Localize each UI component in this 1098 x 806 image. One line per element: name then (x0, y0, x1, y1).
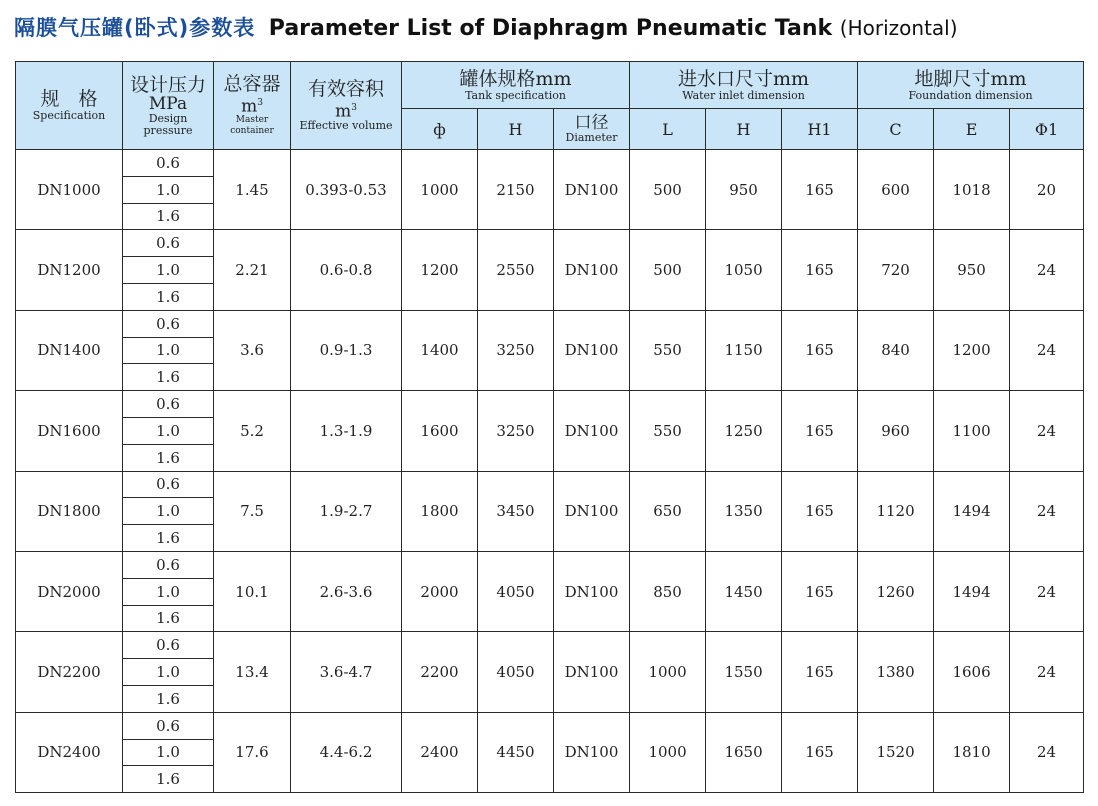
cell-l: 850 (630, 551, 706, 631)
cell-pressure: 0.6 (123, 551, 214, 578)
cell-spec: DN1200 (16, 230, 123, 310)
cell-h: 4050 (478, 551, 554, 631)
cell-phi: 2000 (402, 551, 478, 631)
cell-diameter: DN100 (554, 471, 630, 551)
header-total-container: 总容器 $m^3$ Master container (214, 62, 291, 150)
table-row (16, 632, 1084, 659)
cell-h1: 165 (782, 391, 858, 471)
cell-diameter: DN100 (554, 551, 630, 631)
cell-l: 500 (630, 230, 706, 310)
cell-pressure: 1.0 (123, 739, 214, 766)
cell-total: 13.4 (214, 632, 291, 712)
cell-h-inlet: 1650 (706, 712, 782, 792)
title-paren-close: ) (949, 16, 958, 40)
cell-pressure: 1.6 (123, 685, 214, 712)
header-tank-spec: 罐体规格mm Tank specification (402, 62, 630, 109)
cell-h-inlet: 1050 (706, 230, 782, 310)
page-title (14, 12, 958, 48)
cell-h1: 165 (782, 712, 858, 792)
cell-effective: 4.4-6.2 (291, 712, 402, 792)
cell-phi: 2200 (402, 632, 478, 712)
cell-spec: DN1400 (16, 310, 123, 390)
cell-pressure: 0.6 (123, 310, 214, 337)
cell-pressure: 0.6 (123, 712, 214, 739)
cell-e: 1100 (934, 391, 1010, 471)
header-water-inlet: 进水口尺寸mm Water inlet dimension (630, 62, 858, 109)
cell-c: 840 (858, 310, 934, 390)
cell-h: 3450 (478, 471, 554, 551)
cell-effective: 1.3-1.9 (291, 391, 402, 471)
table-row (16, 310, 1084, 337)
parameter-table (15, 61, 1084, 793)
cell-diameter: DN100 (554, 230, 630, 310)
cell-h1: 165 (782, 230, 858, 310)
cell-pressure: 0.6 (123, 230, 214, 257)
cell-phi1: 24 (1010, 551, 1084, 631)
cell-diameter: DN100 (554, 712, 630, 792)
cell-h-inlet: 1450 (706, 551, 782, 631)
cell-phi1: 24 (1010, 310, 1084, 390)
cell-total: 3.6 (214, 310, 291, 390)
cell-phi1: 24 (1010, 632, 1084, 712)
cell-total: 2.21 (214, 230, 291, 310)
cell-spec: DN1600 (16, 391, 123, 471)
cell-pressure: 1.0 (123, 498, 214, 525)
subheader-e: E (934, 109, 1010, 150)
cell-h-inlet: 1250 (706, 391, 782, 471)
cell-phi: 1200 (402, 230, 478, 310)
subheader-phi: ф (402, 109, 478, 150)
cell-h: 3250 (478, 310, 554, 390)
cell-h1: 165 (782, 150, 858, 230)
cell-phi: 1600 (402, 391, 478, 471)
table-row (16, 712, 1084, 739)
cell-c: 1380 (858, 632, 934, 712)
cell-h: 3250 (478, 391, 554, 471)
cell-e: 1494 (934, 551, 1010, 631)
cell-pressure: 1.6 (123, 605, 214, 632)
title-horizontal: Horizontal (847, 16, 950, 40)
cell-total: 5.2 (214, 391, 291, 471)
cell-pressure: 0.6 (123, 471, 214, 498)
title-chinese: 隔膜气压罐(卧式)参数表 (14, 16, 256, 40)
header-foundation: 地脚尺寸mm Foundation dimension (858, 62, 1084, 109)
cell-l: 550 (630, 391, 706, 471)
cell-effective: 2.6-3.6 (291, 551, 402, 631)
cell-diameter: DN100 (554, 150, 630, 230)
cell-l: 1000 (630, 712, 706, 792)
header-effective-volume: 有效容积 $m^3$ Effective volume (291, 62, 402, 150)
cell-h: 2150 (478, 150, 554, 230)
cell-pressure: 1.6 (123, 203, 214, 230)
cell-pressure: 0.6 (123, 150, 214, 177)
cell-spec: DN1800 (16, 471, 123, 551)
cell-pressure: 0.6 (123, 632, 214, 659)
subheader-l: L (630, 109, 706, 150)
cell-phi: 1000 (402, 150, 478, 230)
cell-pressure: 1.0 (123, 417, 214, 444)
cell-h-inlet: 950 (706, 150, 782, 230)
cell-pressure: 1.6 (123, 364, 214, 391)
title-english (269, 16, 958, 41)
cell-h-inlet: 1350 (706, 471, 782, 551)
cell-h1: 165 (782, 310, 858, 390)
cell-c: 720 (858, 230, 934, 310)
table-row (16, 150, 1084, 177)
cell-pressure: 1.0 (123, 337, 214, 364)
cell-c: 1260 (858, 551, 934, 631)
cell-phi1: 24 (1010, 230, 1084, 310)
cell-total: 7.5 (214, 471, 291, 551)
cell-diameter: DN100 (554, 391, 630, 471)
cell-pressure: 1.0 (123, 176, 214, 203)
cell-e: 1018 (934, 150, 1010, 230)
cell-pressure: 1.6 (123, 766, 214, 793)
subheader-phi1: Φ1 (1010, 109, 1084, 150)
cell-h1: 165 (782, 471, 858, 551)
cell-diameter: DN100 (554, 632, 630, 712)
header-specification: 规 格 Specification (16, 62, 123, 150)
cell-pressure: 1.0 (123, 257, 214, 284)
subheader-c: C (858, 109, 934, 150)
cell-diameter: DN100 (554, 310, 630, 390)
cell-phi: 1400 (402, 310, 478, 390)
cell-c: 1120 (858, 471, 934, 551)
cell-h1: 165 (782, 551, 858, 631)
subheader-diameter: 口径 Diameter (554, 109, 630, 150)
cell-h-inlet: 1550 (706, 632, 782, 712)
header-design-pressure: 设计压力 MPa Design pressure (123, 62, 214, 150)
cell-effective: 0.9-1.3 (291, 310, 402, 390)
cell-effective: 3.6-4.7 (291, 632, 402, 712)
cell-total: 17.6 (214, 712, 291, 792)
cell-pressure: 1.0 (123, 659, 214, 686)
title-paren-open: ( (839, 16, 848, 40)
cell-e: 1810 (934, 712, 1010, 792)
title-english-main: Parameter List of Diaphragm Pneumatic Tank (268, 16, 833, 41)
cell-l: 500 (630, 150, 706, 230)
cell-spec: DN2400 (16, 712, 123, 792)
cell-h1: 165 (782, 632, 858, 712)
cell-pressure: 1.6 (123, 525, 214, 552)
cell-effective: 0.6-0.8 (291, 230, 402, 310)
cell-pressure: 1.6 (123, 283, 214, 310)
subheader-h-inlet: H (706, 109, 782, 150)
cell-l: 550 (630, 310, 706, 390)
cell-phi1: 20 (1010, 150, 1084, 230)
cell-effective: 1.9-2.7 (291, 471, 402, 551)
table-row (16, 471, 1084, 498)
subheader-h: H (478, 109, 554, 150)
cell-spec: DN1000 (16, 150, 123, 230)
cell-spec: DN2200 (16, 632, 123, 712)
cell-h: 2550 (478, 230, 554, 310)
cell-e: 1494 (934, 471, 1010, 551)
table-header (16, 62, 1084, 150)
cell-h-inlet: 1150 (706, 310, 782, 390)
cell-l: 650 (630, 471, 706, 551)
cell-phi1: 24 (1010, 471, 1084, 551)
table-row (16, 551, 1084, 578)
cell-phi1: 24 (1010, 712, 1084, 792)
cell-e: 1200 (934, 310, 1010, 390)
table-body (16, 150, 1084, 793)
cell-pressure: 1.0 (123, 578, 214, 605)
cell-effective: 0.393-0.53 (291, 150, 402, 230)
cell-phi: 2400 (402, 712, 478, 792)
cell-h: 4450 (478, 712, 554, 792)
cell-spec: DN2000 (16, 551, 123, 631)
cell-e: 950 (934, 230, 1010, 310)
cell-total: 10.1 (214, 551, 291, 631)
cell-pressure: 1.6 (123, 444, 214, 471)
cell-c: 1520 (858, 712, 934, 792)
subheader-h1: H1 (782, 109, 858, 150)
table-row (16, 230, 1084, 257)
cell-h: 4050 (478, 632, 554, 712)
cell-c: 600 (858, 150, 934, 230)
cell-phi: 1800 (402, 471, 478, 551)
table-row (16, 391, 1084, 418)
cell-phi1: 24 (1010, 391, 1084, 471)
cell-c: 960 (858, 391, 934, 471)
cell-pressure: 0.6 (123, 391, 214, 418)
cell-l: 1000 (630, 632, 706, 712)
cell-e: 1606 (934, 632, 1010, 712)
cell-total: 1.45 (214, 150, 291, 230)
